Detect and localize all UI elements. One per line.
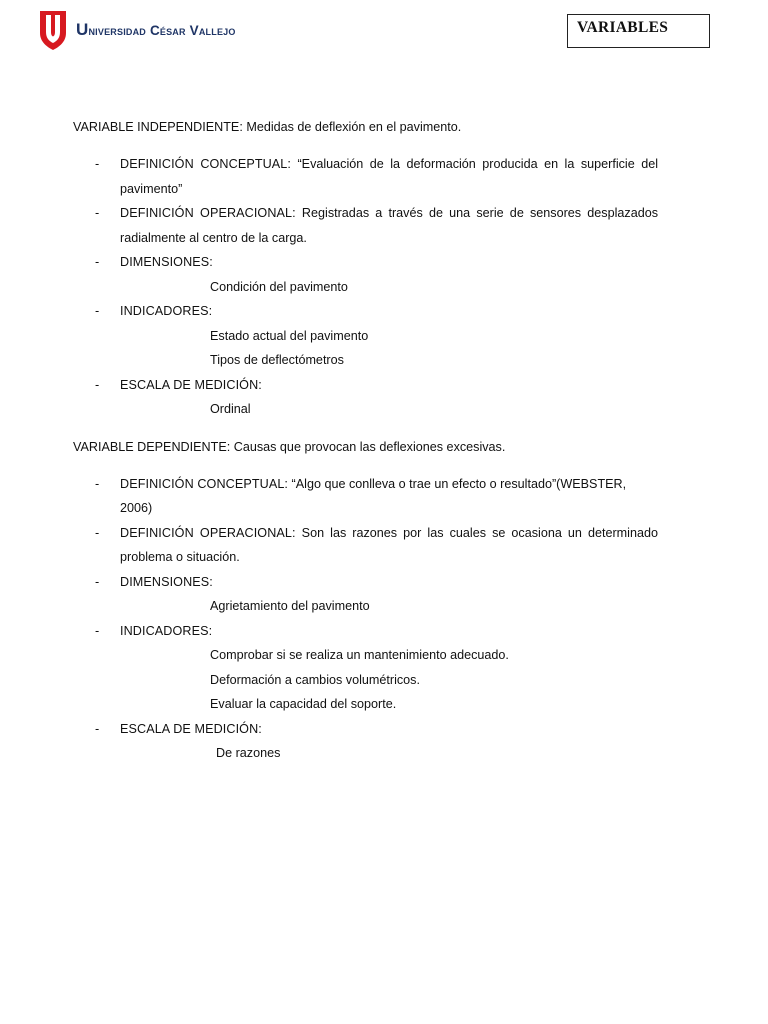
independent-variable-value: Medidas de deflexión en el pavimento. xyxy=(242,120,462,134)
item-text: “Evaluación de la deformación producida en la superficie del pavimento” xyxy=(120,157,658,196)
bullet-dash: - xyxy=(95,574,100,589)
list-item xyxy=(73,570,658,595)
bullet-dash: - xyxy=(95,255,100,269)
item-label: DEFINICIÓN OPERACIONAL: xyxy=(120,525,296,540)
bullet-dash: - xyxy=(95,304,100,318)
item-label: DIMENSIONES: xyxy=(120,574,213,589)
document-body xyxy=(73,116,658,766)
item-text: “Algo que conlleva o trae un efecto o resultado”(WEBSTER, 2006) xyxy=(120,476,627,515)
bullet-dash: - xyxy=(95,157,100,171)
bullet-dash: - xyxy=(95,377,100,392)
list-item xyxy=(73,521,658,570)
sub-item: Agrietamiento del pavimento xyxy=(210,599,370,613)
sub-item: Ordinal xyxy=(210,402,251,416)
bullet-dash: - xyxy=(95,721,100,736)
item-label: DEFINICIÓN OPERACIONAL: xyxy=(120,206,296,220)
item-label: ESCALA DE MEDICIÓN: xyxy=(120,377,262,392)
independent-variable-heading xyxy=(73,116,658,138)
ucv-shield-icon xyxy=(38,9,68,51)
item-text: Registradas a través de una serie de sensores desplazados radialmente al centro de la carga. xyxy=(120,206,658,245)
item-label: ESCALA DE MEDICIÓN: xyxy=(120,721,262,736)
university-name-rest: niversidad César Vallejo xyxy=(88,23,236,38)
dependent-variable-heading xyxy=(73,436,658,458)
bullet-dash: - xyxy=(95,476,100,491)
bullet-dash: - xyxy=(95,206,100,220)
independent-variable-label: VARIABLE INDEPENDIENTE: xyxy=(73,120,243,134)
university-name-initial: U xyxy=(76,20,89,39)
sub-item: Condición del pavimento xyxy=(210,279,348,294)
item-label: DIMENSIONES: xyxy=(120,255,213,269)
list-item xyxy=(73,152,658,201)
page-title: VARIABLES xyxy=(567,14,710,48)
sub-item: Deformación a cambios volumétricos. xyxy=(210,672,420,687)
list-item xyxy=(73,373,658,398)
dependent-variable-list xyxy=(73,472,658,766)
item-label: INDICADORES: xyxy=(120,304,213,318)
item-label: DEFINICIÓN CONCEPTUAL: xyxy=(120,476,289,491)
item-label: DEFINICIÓN CONCEPTUAL: xyxy=(120,157,292,171)
item-label: INDICADORES: xyxy=(120,623,213,638)
independent-variable-list xyxy=(73,152,658,422)
dependent-variable-value: Causas que provocan las deflexiones excesivas. xyxy=(230,439,506,454)
item-text: Son las razones por las cuales se ocasiona un determinado problema o situación. xyxy=(120,525,658,564)
sub-item: Tipos de deflectómetros xyxy=(210,353,344,367)
list-item xyxy=(73,299,658,324)
list-item xyxy=(73,250,658,275)
university-name xyxy=(76,20,236,40)
dependent-variable-label: VARIABLE DEPENDIENTE: xyxy=(73,439,231,454)
sub-item: Evaluar la capacidad del soporte. xyxy=(210,697,397,711)
sub-item: De razones xyxy=(216,746,281,760)
list-item xyxy=(73,717,658,742)
list-item xyxy=(73,472,658,521)
bullet-dash: - xyxy=(95,623,100,638)
university-header xyxy=(38,8,236,52)
list-item xyxy=(73,619,658,644)
sub-item: Comprobar si se realiza un mantenimiento adecuado. xyxy=(210,648,509,662)
list-item xyxy=(73,201,658,250)
bullet-dash: - xyxy=(95,525,100,540)
sub-item: Estado actual del pavimento xyxy=(210,328,369,343)
